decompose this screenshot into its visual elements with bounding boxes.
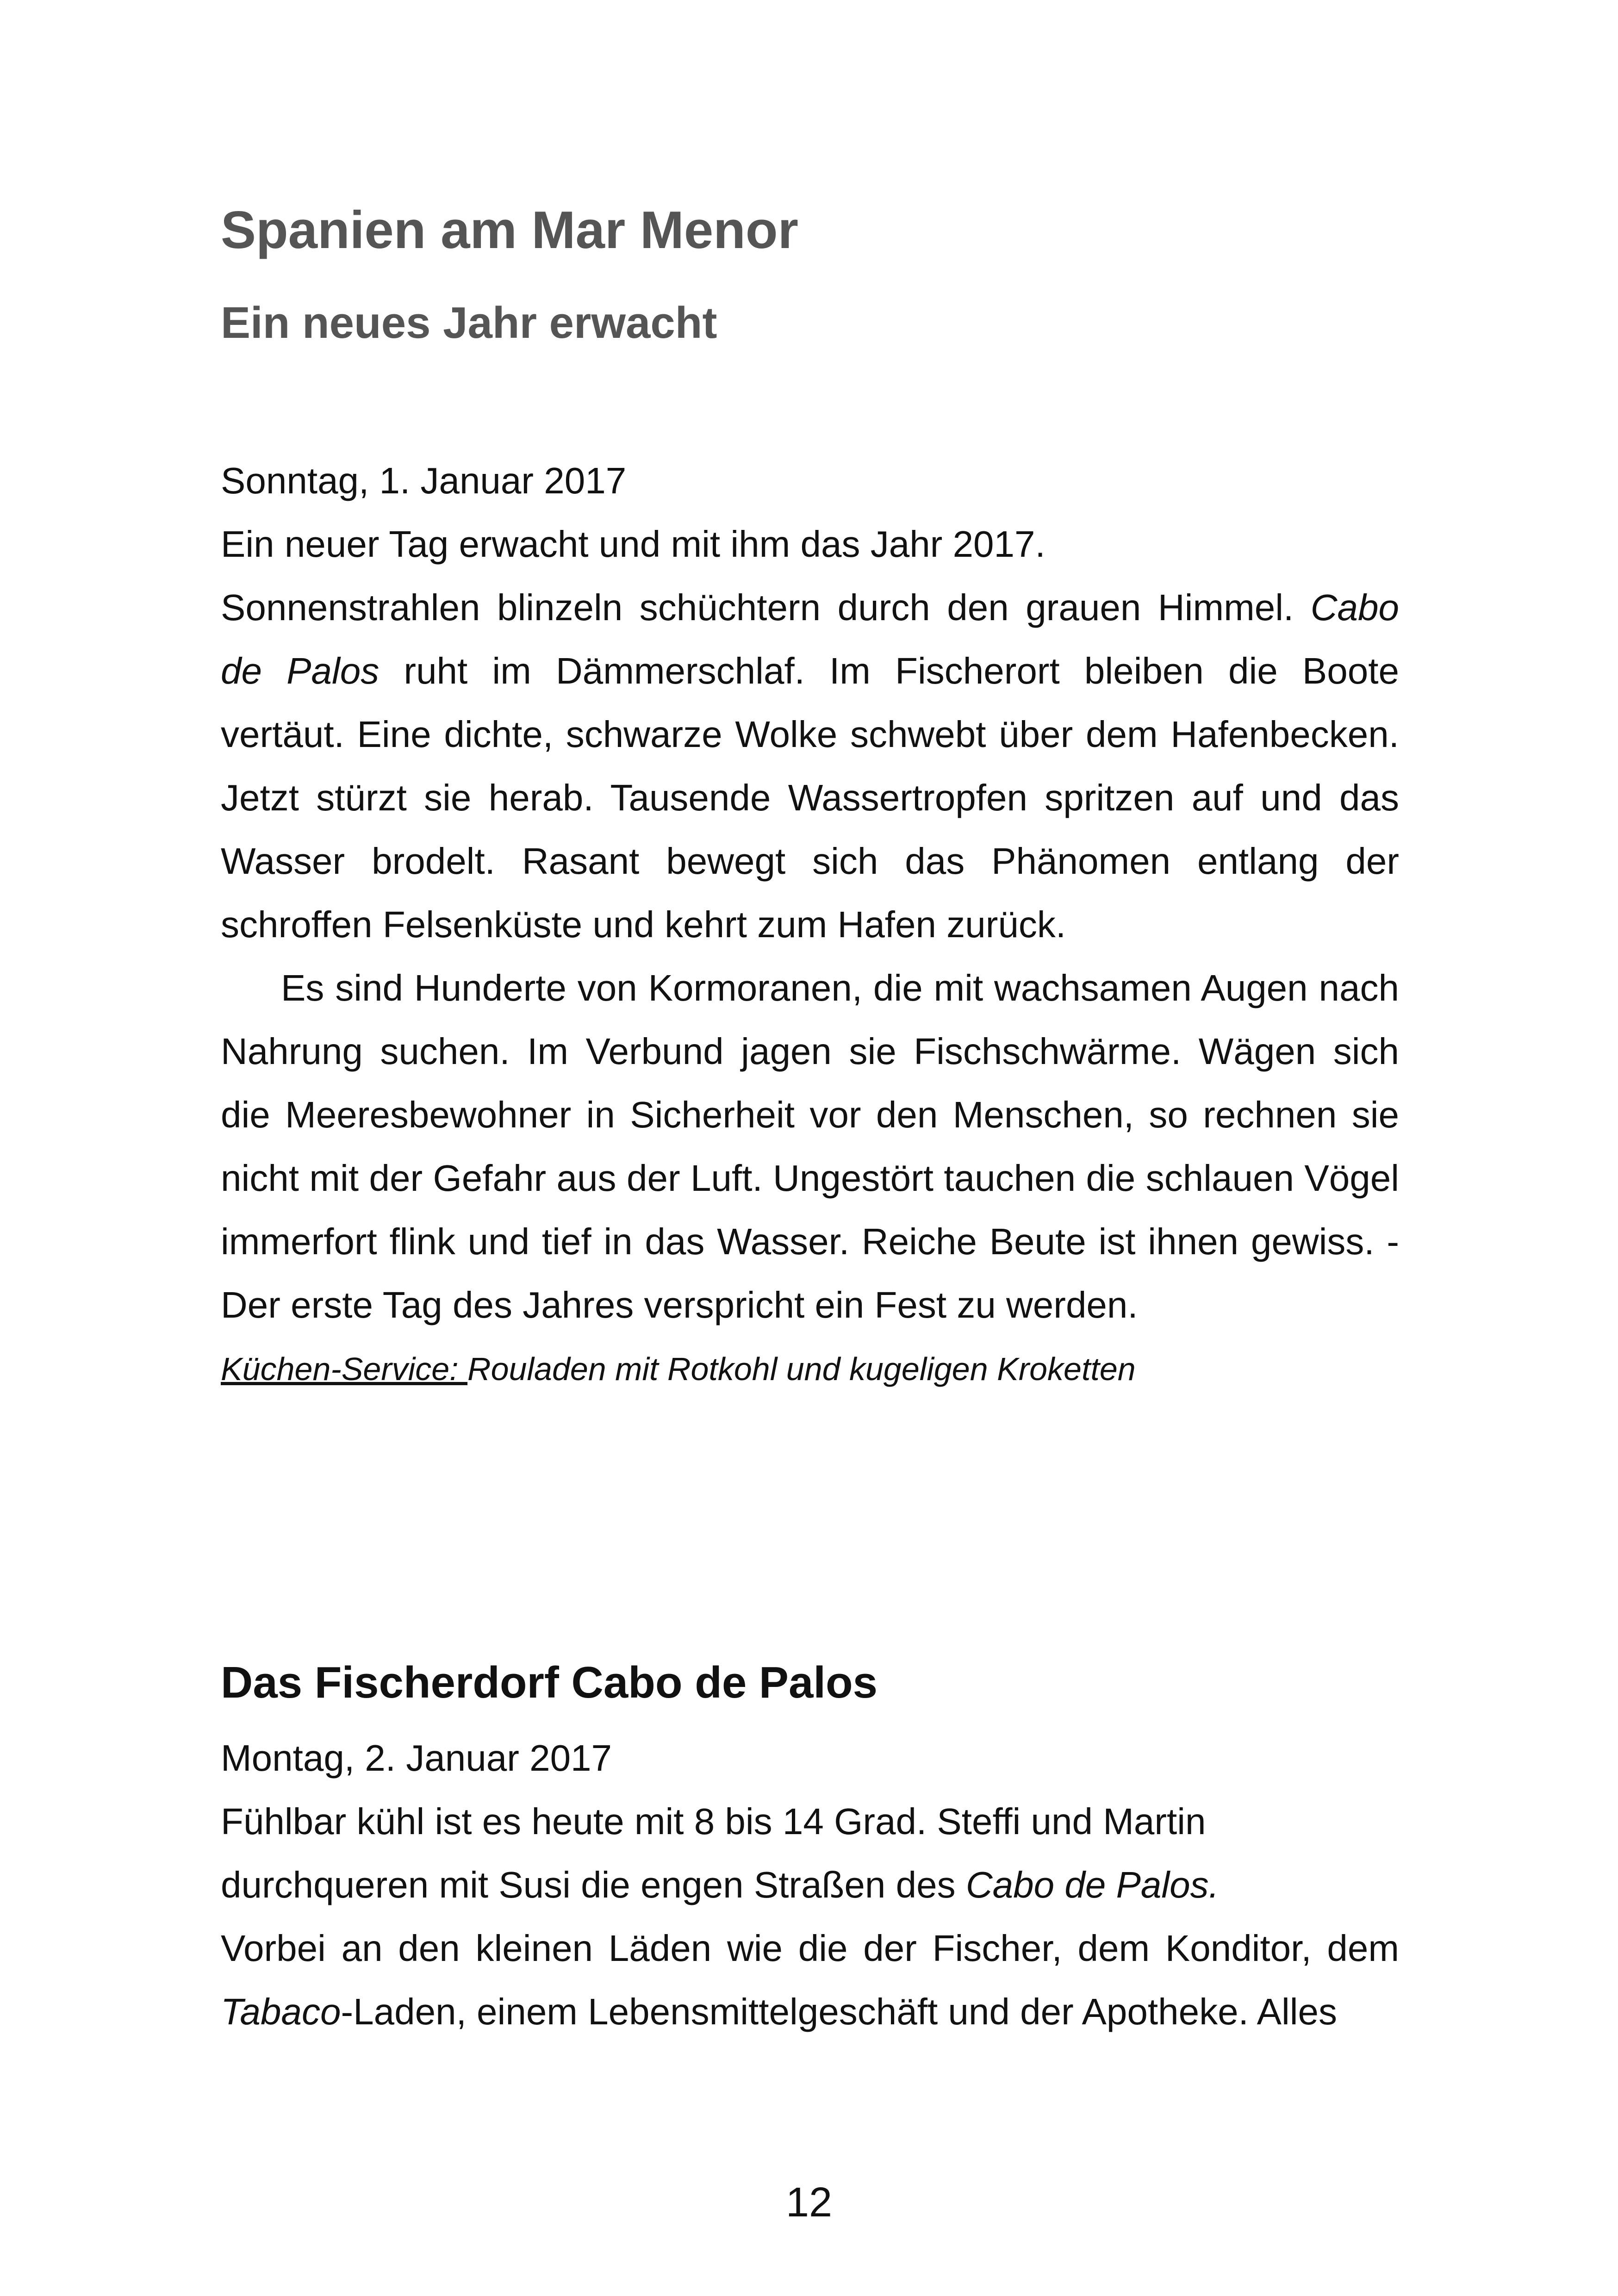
section-1-paragraph-2: Es sind Hunderte von Kormoranen, die mit wachsamen Augen nach Nahrung suchen. Im Verbund jagen sie Fischschwärme. Wägen sich die Meeresbewohner in Sicherheit vor den Menschen, so rechnen sie nicht mit der Gefahr aus der Luft. Ungestört tauchen die schlauen Vögel immerfort flink und tief in das Wasser. Reiche Beute ist ihnen gewiss. - Der erste Tag des Jahres verspricht ein Fest zu werden. <box>221 967 1399 1325</box>
page-subtitle: Ein neues Jahr erwacht <box>221 298 717 348</box>
section-2-paragraph <box>221 1916 1399 2043</box>
section-2-line-2 <box>221 1853 1399 1916</box>
line-2-text: durchqueren mit Susi die engen Straßen des <box>221 1864 966 1905</box>
section-2-line-1: Fühlbar kühl ist es heute mit 8 bis 14 Grad. Steffi und Martin <box>221 1801 1206 1842</box>
paragraph-1-text-b: ruht im Dämmerschlaf. Im Fischerort bleiben die Boote vertäut. Eine dichte, schwarze Wolke schwebt über dem Hafenbecken. Jetzt stürzt sie herab. Tausende Wassertropfen spritzen auf und das Wasser brodelt. Rasant bewegt sich das Phänomen entlang der schroffen Felsenküste und kehrt zum Hafen zurück. <box>221 650 1399 945</box>
section-2-paragraph-text-b: -Laden, einem Lebensmittelgeschäft und der Apotheke. Alles <box>341 1991 1338 2032</box>
section-1-body <box>221 449 1399 1401</box>
section-2-title: Das Fischerdorf Cabo de Palos <box>221 1658 878 1707</box>
shop-name-tabaco: Tabaco <box>221 1991 341 2032</box>
kitchen-service-label: Küchen-Service: <box>221 1351 468 1387</box>
section-1-date: Sonntag, 1. Januar 2017 <box>221 460 627 501</box>
paragraph-1-text-a: Sonnenstrahlen blinzeln schüchtern durch den grauen Himmel. <box>221 587 1311 628</box>
place-name-cabo-de-palos: Cabo de Palos. <box>965 1864 1219 1905</box>
kitchen-service-note <box>221 1337 1399 1401</box>
page-number: 12 <box>785 2179 833 2226</box>
page-title: Spanien am Mar Menor <box>221 201 798 260</box>
section-1-paragraph-1 <box>221 576 1399 956</box>
section-2-body <box>221 1726 1399 2043</box>
kitchen-service-text: Rouladen mit Rotkohl und kugeligen Kroketten <box>467 1351 1136 1387</box>
section-1-intro: Ein neuer Tag erwacht und mit ihm das Jahr 2017. <box>221 523 1045 565</box>
section-2-date: Montag, 2. Januar 2017 <box>221 1737 612 1779</box>
place-name-cabo-de-palos: Cabo de Palos <box>221 587 1399 691</box>
section-2-paragraph-text-a: Vorbei an den kleinen Läden wie die der Fischer, dem Konditor, dem <box>221 1928 1399 1969</box>
